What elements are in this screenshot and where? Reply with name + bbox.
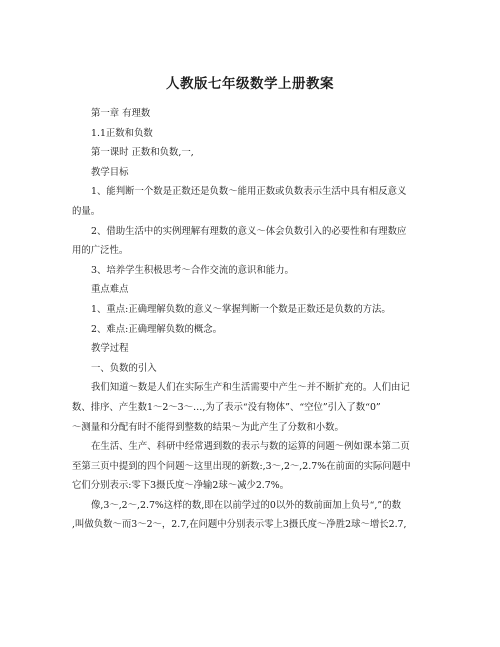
paragraph-line: 3、培养学生积极思考～合作交流的意识和能力。: [91, 264, 294, 276]
paragraph-line: ～测量和分配有时不能得到整数的结果～为此产生了分数和小数。: [72, 421, 344, 433]
paragraph-line: 在生活、生产、科研中经常遇到数的表示与数的运算的问题～例如课本第二页: [91, 441, 410, 453]
paragraph-line: 我们知道～数是人们在实际生产和生活需要中产生～并不断扩充的。人们由记: [91, 382, 410, 394]
process-heading: 教学过程: [91, 343, 129, 355]
paragraph-line: 至第三页中提到的四个问题～这里出现的新数:,3～,2～,2.7%在前面的实际问题中: [72, 460, 411, 472]
chapter-heading: 第一章 有理数: [91, 108, 151, 119]
paragraph-line: 像,3～,2～,2.7%这样的数,即在以前学过的0以外的数前面加上负号“,”的数: [91, 499, 401, 511]
section-heading: 1.1正数和负数: [91, 127, 153, 139]
paragraph-line: 数、排序、产生数1～2～3～…,为了表示“没有物体”、“空位”引入了数“0”: [72, 401, 381, 413]
document-title: 人教版七年级数学上册教案: [166, 76, 334, 92]
paragraph-line: 2、难点:正确理解负数的概念。: [91, 323, 222, 335]
lesson-heading: 第一课时 正数和负数,一,: [91, 147, 194, 159]
paragraph-line: 1、重点:正确理解负数的意义～掌握判断一个数是正数还是负数的方法。: [91, 303, 391, 315]
paragraph-line: 2、借助生活中的实例理解有理数的意义～体会负数引入的必要性和有理数应: [91, 225, 407, 237]
paragraph-line: ,叫做负数～而3～2～，2.7,在问题中分别表示零上3摄氏度～净胜2球～增长2.7,: [72, 519, 407, 531]
paragraph-line: 用的广泛性。: [72, 245, 129, 257]
paragraph-line: 它们分别表示:零下3摄氏度～净输2球～减少2.7%。: [72, 480, 290, 492]
paragraph-line: 1、能判断一个数是正数还是负数～能用正数或负数表示生活中具有相反意义: [91, 186, 407, 198]
document-body: [72, 104, 432, 535]
paragraph-line: 的量。: [72, 205, 101, 217]
key-points-heading: 重点难点: [91, 284, 129, 296]
objectives-heading: 教学目标: [91, 166, 129, 178]
subsection-heading: 一、负数的引入: [91, 362, 157, 374]
